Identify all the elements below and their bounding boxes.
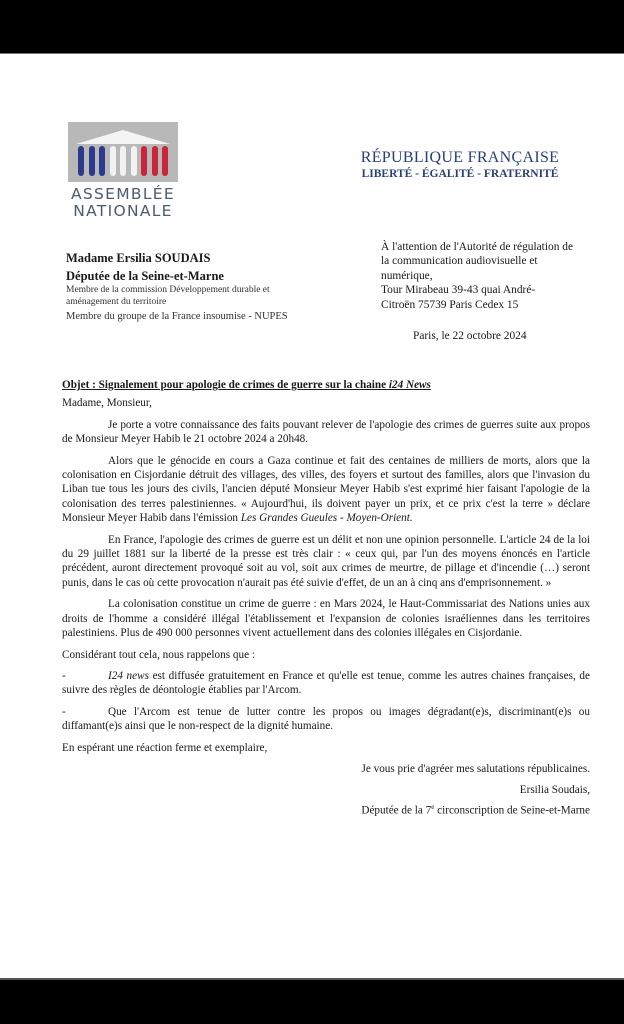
logo-text-line1: ASSEMBLÉE xyxy=(70,185,175,203)
sender-block xyxy=(66,250,306,323)
subject-text: Objet : Signalement pour apologie de crimes de guerre sur la chaine xyxy=(62,379,389,391)
tricolor-columns xyxy=(78,146,168,178)
sender-group: Membre du groupe de la France insoumise - NUPES xyxy=(66,311,288,322)
recipient-line: Citroën 75739 Paris Cedex 15 xyxy=(381,298,519,311)
republic-motto: LIBERTÉ - ÉGALITÉ - FRATERNITÉ xyxy=(361,168,559,180)
bullet-1 xyxy=(62,669,590,698)
paragraph-2 xyxy=(62,454,590,526)
recipient-line: À l'attention de l'Autorité de régulation de xyxy=(381,241,573,253)
recipient-line: la communication audiovisuelle et xyxy=(381,255,538,268)
show-title: Les Grandes Gueules - Moyen-Orient. xyxy=(240,512,413,525)
signature-title xyxy=(62,800,590,818)
paragraph-6: En espérant une réaction ferme et exemplaire, xyxy=(62,741,268,754)
bullet-dash: - xyxy=(62,705,66,718)
letter-page xyxy=(0,53,624,980)
bullet-dash: - xyxy=(62,669,66,682)
paragraph-1: Je porte a votre connaissance des faits pouvant relever de l'apologie des crimes de guerres suite aux propos de Monsieur Meyer Habib le 21 octobre 2024 a 20h48. xyxy=(62,418,590,446)
paragraph-2-text: Alors que le génocide en cours a Gaza continue et fait des centaines de milliers de morts, alors que la colonisation en Cisjordanie détruit des villages, des villes, des foyers et surtout des familles, alors que l'invasion du Liban tue tous les jours des civils, l'ancien député Monsieur Meyer Habib s'est exprimé hier faisant l'apologie de la colonisation des terres palestiniennes. « Aujourd'hui, ils doivent payer un prix, et ce prix c'est la terre » déclare Monsieur Meyer Habib dans l'émission xyxy=(62,454,590,525)
signature-name: Ersilia Soudais, xyxy=(519,784,590,797)
sender-name: Madame Ersilia SOUDAIS xyxy=(66,251,211,265)
republic-header xyxy=(340,149,580,180)
signature-title-sup: e xyxy=(431,802,435,811)
bullet-1-text: est diffusée gratuitement en France et qu'elle est tenue, comme les autres chaines françaises, de suivre des règles de déontologie établies par l'Arcom. xyxy=(62,669,590,697)
salutation: Madame, Monsieur, xyxy=(62,397,152,410)
sender-role: Députée de la Seine-et-Marne xyxy=(66,269,224,283)
signature-block xyxy=(62,762,590,818)
sender-commission: Membre de la commission Développement durable et aménagement du territoire xyxy=(66,285,270,307)
roof-icon xyxy=(76,130,170,144)
signature-title-pre: Députée de la 7 xyxy=(361,804,432,817)
recipient-line: numérique, xyxy=(381,269,433,282)
bullet-1-channel: I24 news xyxy=(108,669,149,682)
paragraph-3: En France, l'apologie des crimes de guerre est un délit et non une opinion personnelle. L'article 24 de la loi du 29 juillet 1881 sur la liberté de la presse est très clair : « ceux qui, par l'un des moyens énoncés en l'article précédent, auront directement provoqué soit au vol, soit aux crimes de meurtre, de pillage et d'incendie (…) seront punis, dans le cas où cette provocation n'aurait pas été suivie d'effet, de un an à cinq ans d'emprisonnement. » xyxy=(62,533,590,589)
letter-subject xyxy=(62,378,590,392)
paragraph-4: La colonisation constitue un crime de guerre : en Mars 2024, le Haut-Commissariat des Nations unies aux droits de l'homme a considéré illégal l'établissement et l'expansion de colonies israéliennes dans les territoires palestiniens. Plus de 490 000 personnes vivent actuellement dans des colonies illégales en Cisjordanie. xyxy=(62,598,590,640)
bullet-2 xyxy=(62,705,590,734)
palais-bourbon-icon xyxy=(68,122,178,182)
logo-text-line2: NATIONALE xyxy=(73,202,173,220)
closing-formula: Je vous prie d'agréer mes salutations républicaines. xyxy=(361,762,590,775)
subject-channel: i24 News xyxy=(388,379,431,391)
bullet-2-text: Que l'Arcom est tenue de lutter contre les propos ou images dégradant(e)s, discriminant(e)s ou diffamant(e)s ainsi que le non-respect de la dignité humaine. xyxy=(62,705,590,733)
recipient-block xyxy=(381,240,601,312)
signature-title-post: circonscription de Seine-et-Marne xyxy=(434,804,590,817)
assemblee-nationale-logo xyxy=(68,122,178,220)
paragraph-5: Considérant tout cela, nous rappelons que : xyxy=(62,648,255,661)
recipient-line: Tour Mirabeau 39-43 quai André- xyxy=(381,284,536,297)
letter-date: Paris, le 22 octobre 2024 xyxy=(413,330,527,342)
republic-title: RÉPUBLIQUE FRANÇAISE xyxy=(360,149,560,166)
letter-body xyxy=(62,378,590,825)
